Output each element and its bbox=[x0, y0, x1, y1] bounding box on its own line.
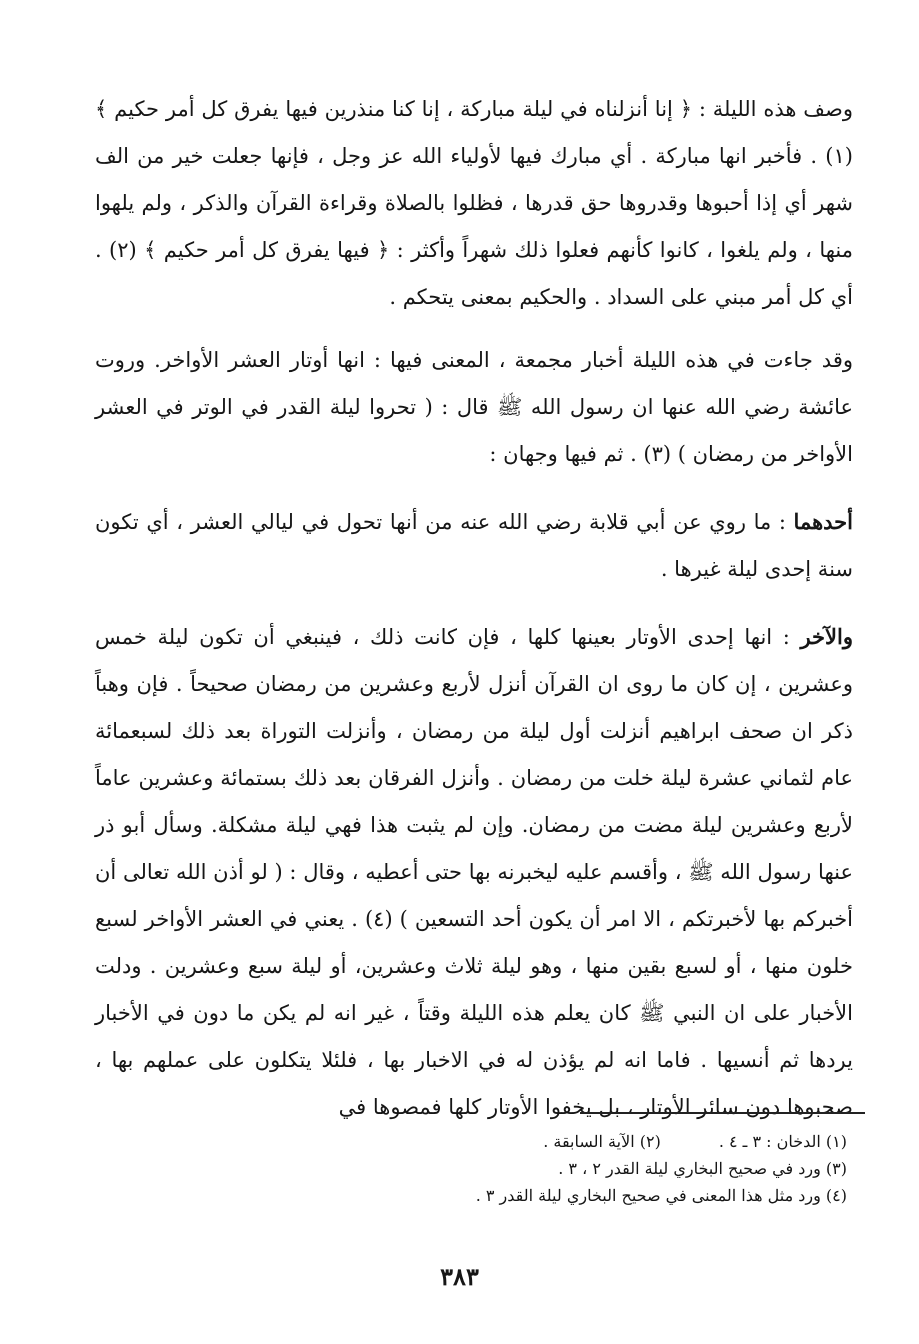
footnote-row bbox=[300, 1128, 847, 1155]
footnote-3: (٣) ورد في صحيح البخاري ليلة القدر ٢ ، ٣ . bbox=[558, 1159, 847, 1178]
paragraph-3 bbox=[95, 498, 853, 593]
footnote-row bbox=[300, 1182, 847, 1209]
paragraph-text: وصف هذه الليلة : ﴿ إنا أنزلناه في ليلة مباركة ، إنا كنا منذرين فيها يفرق كل أمر حكيم ﴾ (١) . فأخبر انها مباركة . أي مبارك فيها لأولياء الله عز وجل ، فإنها جعلت خير من الف شهر أي إذا أحبوها وقدروها حق قدرها ، فظلوا بالصلاة وقراءة القرآن والذكر ، ولم يلهوا منها ، ولم يلغوا ، كانوا كأنهم فعلوا ذلك شهراً وأكثر : ﴿ فيها يفرق كل أمر حكيم ﴾ (٢) . أي كل أمر مبني على السداد . والحكيم بمعنى يتحكم . bbox=[95, 97, 853, 309]
paragraph-text: : ما روي عن أبي قلابة رضي الله عنه من أنها تحول في ليالي العشر ، أي تكون سنة إحدى ليلة غيرها . bbox=[95, 510, 853, 581]
footnote-2: (٢) الآية السابقة . bbox=[543, 1132, 661, 1151]
footnote-4: (٤) ورد مثل هذا المعنى في صحيح البخاري ليلة القدر ٣ . bbox=[475, 1186, 847, 1205]
page-number: ٣٨٣ bbox=[440, 1262, 479, 1291]
footnotes bbox=[300, 1128, 847, 1209]
paragraph-1 bbox=[95, 86, 853, 321]
paragraph-4 bbox=[95, 613, 853, 1131]
footnote-row bbox=[300, 1155, 847, 1182]
body-text bbox=[95, 86, 853, 1131]
footnote-1: (١) الدخان : ٣ ـ ٤ . bbox=[718, 1132, 847, 1151]
paragraph-text: : انها إحدى الأوتار بعينها كلها ، فإن كانت ذلك ، فينبغي أن تكون ليلة خمس وعشرين ، إن كان ما روى ان القرآن أنزل لأربع وعشرين من رمضان صحيحاً . فإن وهباً ذكر ان صحف ابراهيم أنزلت أول ليلة من رمضان ، وأنزلت التوراة بعد ذلك لسبعمائة عام لثماني عشرة ليلة خلت من رمضان . وأنزل الفرقان بعد ذلك بستمائة وعشرين عاماً لأربع وعشرين ليلة مضت من رمضان. وإن لم يثبت هذا فهي ليلة مشكلة. وسأل أبو ذر عنها رسول الله ﷺ ، وأقسم عليه ليخبرنه بها حتى أعطيه ، وقال : ( لو أذن الله تعالى أن أخبركم بها لأخبرتكم ، الا امر أن يكون أحد التسعين ) (٤) . يعني في العشر الأواخر لسبع خلون منها ، أو لسبع بقين منها ، وهو ليلة ثلاث وعشرين، أو ليلة سبع وعشرين . ودلت الأخبار على ان النبي ﷺ كان يعلم هذه الليلة وقتاً ، غير انه لم يكن ما دون في الأخبار يردها ثم أنسيها . فاما انه لم يؤذن له في الاخبار بها ، فلئلا يتكلون على عملهم بها ، صحبوها دون سائر الأوتار ، بل يخفوا الأوتار كلها فمصوها في bbox=[95, 625, 854, 1119]
paragraph-2 bbox=[95, 337, 853, 478]
paragraph-text: وقد جاءت في هذه الليلة أخبار مجمعة ، المعنى فيها : انها أوتار العشر الأواخر. وروت عائشة رضي الله عنها ان رسول الله ﷺ قال : ( تحروا ليلة القدر في الوتر في العشر الأواخر من رمضان ) (٣) . ثم فيها وجهان : bbox=[95, 348, 853, 466]
paragraph-lead: أحدهما bbox=[793, 509, 853, 534]
paragraph-lead: والآخر bbox=[800, 624, 853, 649]
footnote-divider bbox=[580, 1112, 865, 1114]
